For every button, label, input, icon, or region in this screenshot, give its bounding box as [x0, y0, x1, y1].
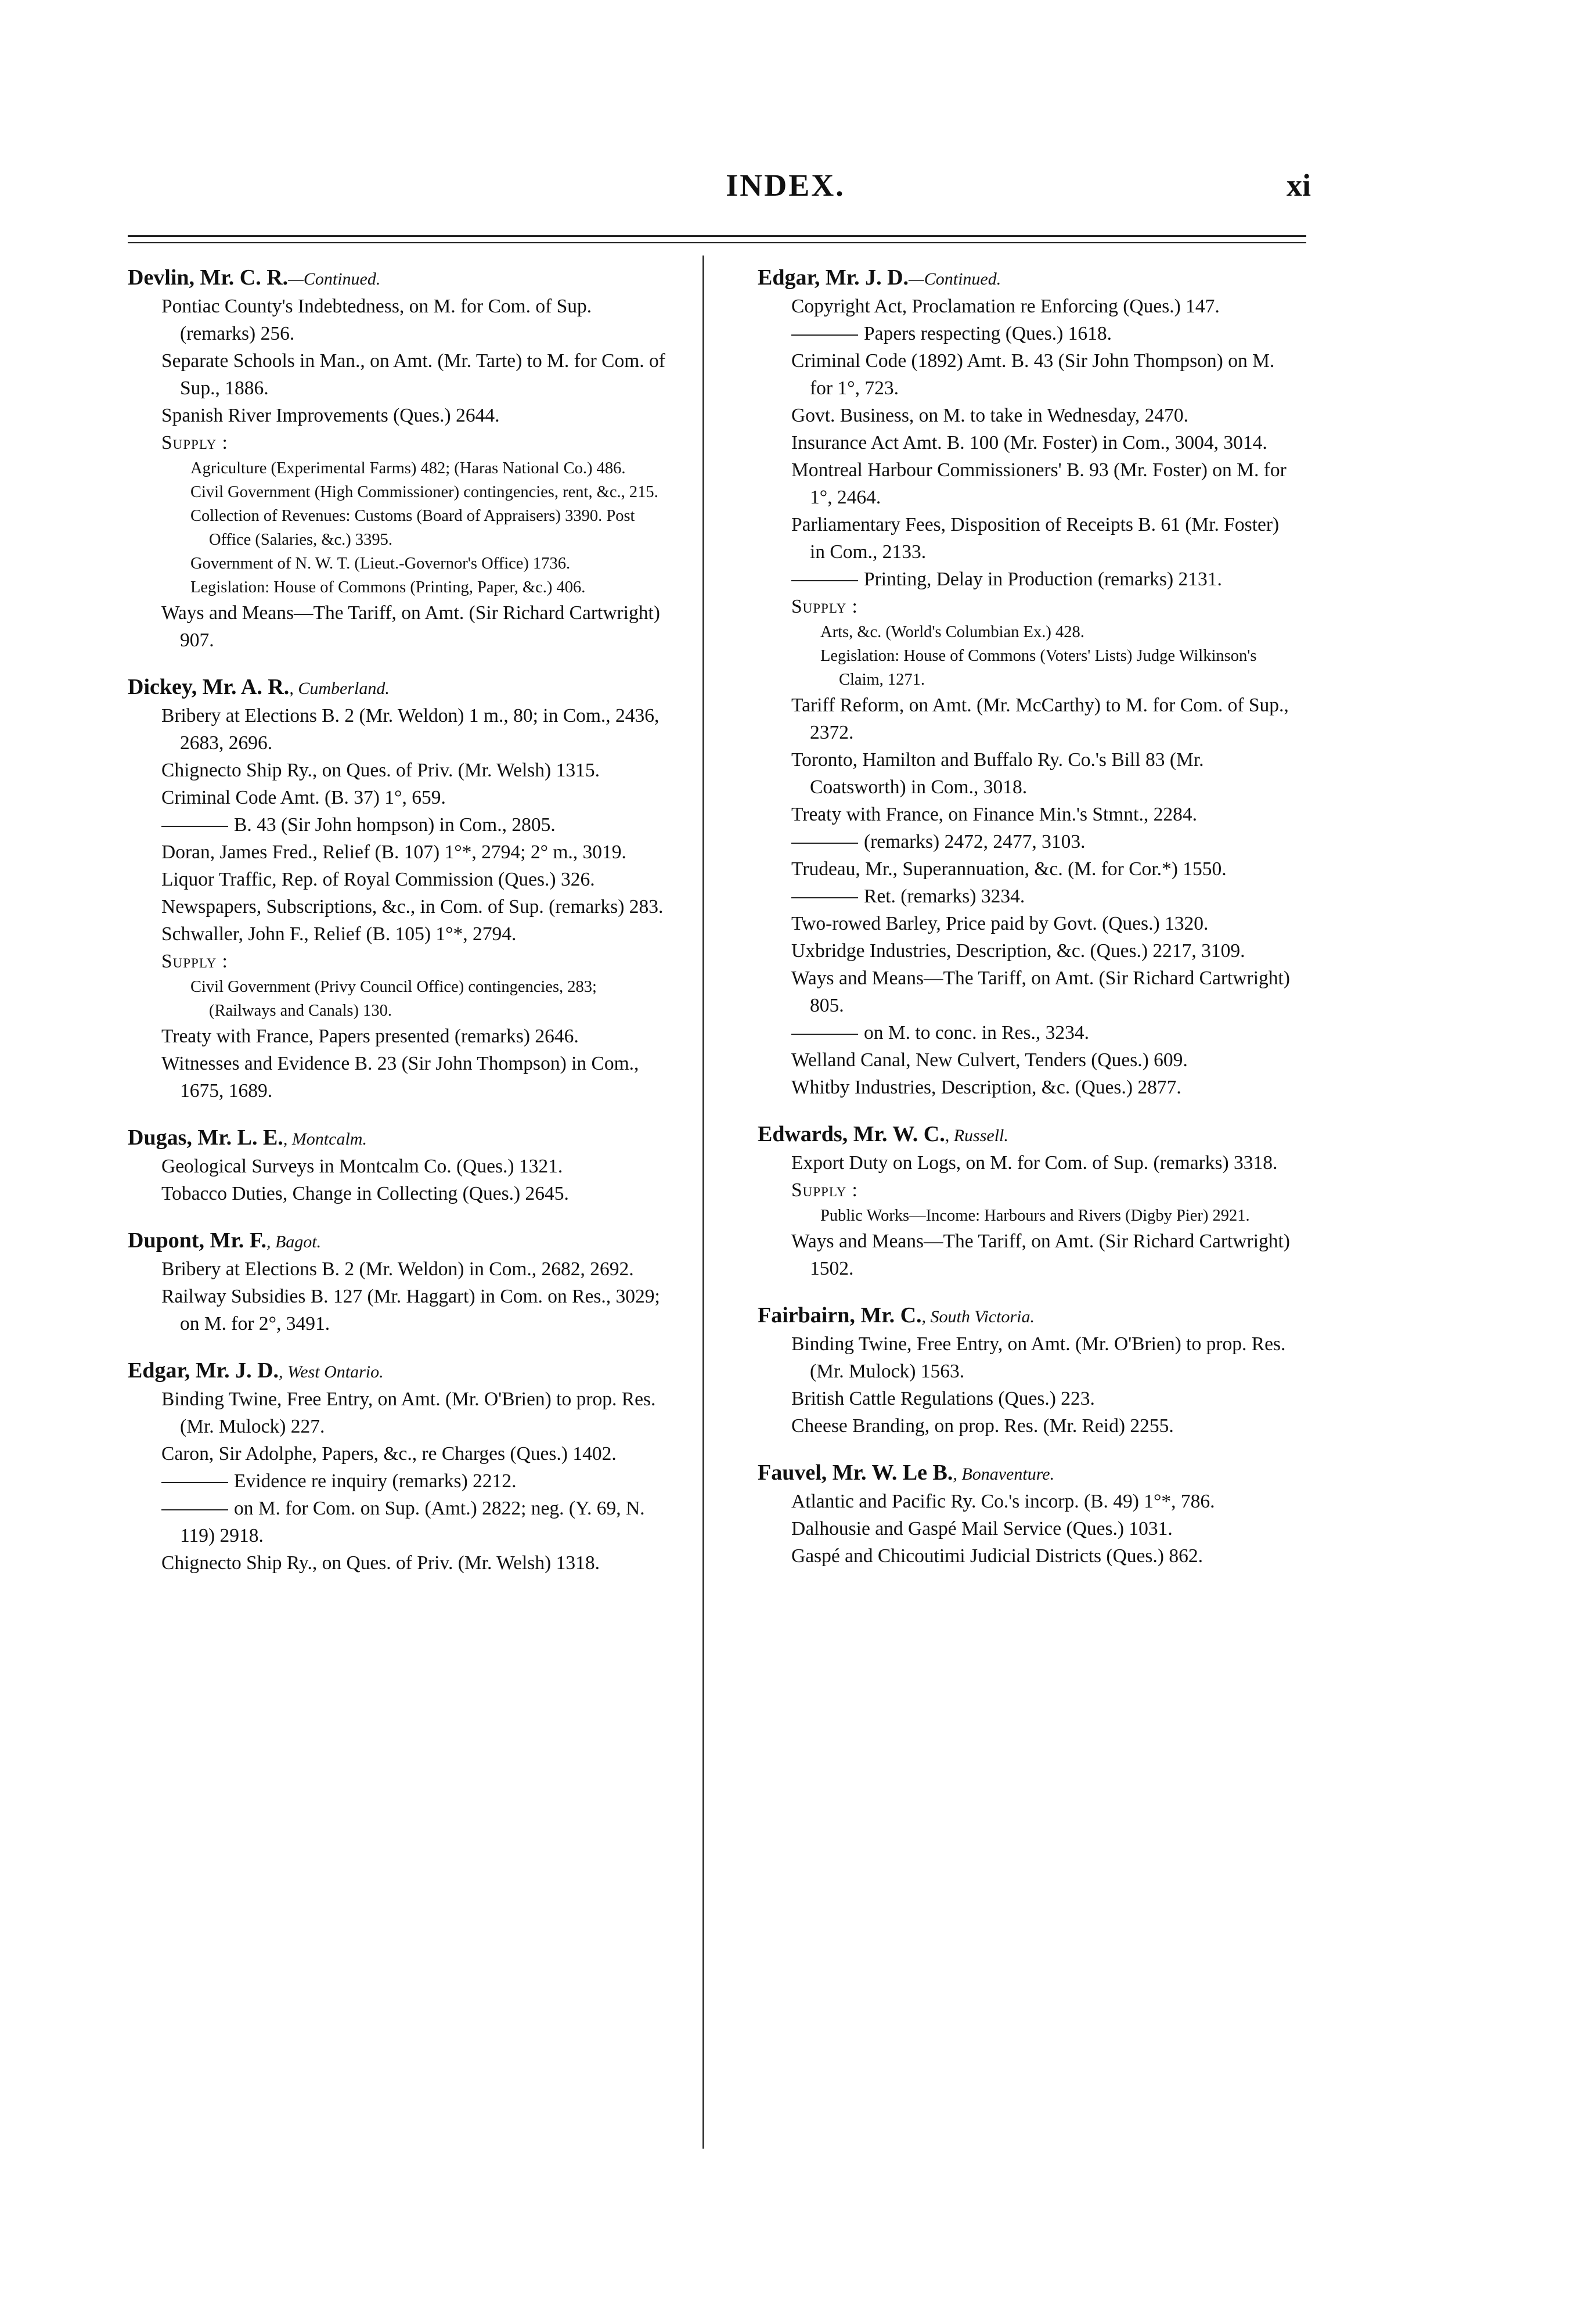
entry-text: Legislation: House of Commons (Voters' Lists) Judge Wilkinson's Claim, 1271.: [820, 647, 1257, 689]
entry-text: Tariff Reform, on Amt. (Mr. McCarthy) to M. for Com. of Sup., 2372.: [791, 695, 1289, 743]
index-entry: [128, 1227, 668, 1337]
index-item: [758, 1330, 1298, 1385]
page-title: INDEX.: [726, 168, 845, 203]
member-riding: , South Victoria.: [921, 1307, 1035, 1326]
entry-text: Separate Schools in Man., on Amt. (Mr. Tarte) to M. for Com. of Sup., 1886.: [161, 350, 665, 399]
entry-text: Civil Government (Privy Council Office) contingencies, 283; (Railways and Canals) 130.: [190, 978, 597, 1020]
entry-text: Criminal Code (1892) Amt. B. 43 (Sir John Thompson) on M. for 1°, 723.: [791, 350, 1275, 399]
supply-subitem: [128, 575, 668, 599]
index-item: [128, 1283, 668, 1337]
ditto-dash: [791, 1034, 858, 1035]
index-item: [128, 347, 668, 402]
entry-text: Bribery at Elections B. 2 (Mr. Weldon) in Com., 2682, 2692.: [161, 1258, 634, 1280]
index-subentry: [128, 811, 668, 839]
supply-subitem: [758, 644, 1298, 692]
index-item: [758, 965, 1298, 1019]
index-item: [128, 893, 668, 920]
index-entry: [758, 1302, 1298, 1440]
member-name: Edgar, Mr. J. D.: [758, 265, 909, 290]
member-name: Fauvel, Mr. W. Le B.: [758, 1460, 953, 1485]
index-item: [758, 910, 1298, 937]
ditto-dash: [791, 334, 858, 336]
entry-text: Newspapers, Subscriptions, &c., in Com. of Sup. (remarks) 283.: [161, 896, 664, 918]
entry-text: Gaspé and Chicoutimi Judicial Districts (Ques.) 862.: [791, 1545, 1203, 1567]
left-column: [128, 264, 668, 1596]
index-entry: [128, 1357, 668, 1577]
entry-text: Treaty with France, Papers presented (remarks) 2646.: [161, 1026, 579, 1047]
member-name: Fairbairn, Mr. C.: [758, 1303, 922, 1328]
entry-text: Whitby Industries, Description, &c. (Ques.) 2877.: [791, 1077, 1181, 1098]
member-riding: , Russell.: [945, 1126, 1008, 1145]
entry-text: Toronto, Hamilton and Buffalo Ry. Co.'s Bill 83 (Mr. Coatsworth) in Com., 3018.: [791, 749, 1204, 798]
index-item: [758, 347, 1298, 402]
header-rule-top: [128, 235, 1306, 237]
supply-subitem: [758, 620, 1298, 644]
entry-text: Collection of Revenues: Customs (Board of Appraisers) 3390. Post Office (Salaries, &c.) 3395.: [190, 507, 635, 549]
column-divider: [702, 256, 704, 2149]
index-item: [758, 1046, 1298, 1074]
index-subentry: [758, 828, 1298, 855]
entry-text: Chignecto Ship Ry., on Ques. of Priv. (Mr. Welsh) 1318.: [161, 1552, 600, 1574]
index-item: [758, 1515, 1298, 1542]
entry-text: Agriculture (Experimental Farms) 482; (Haras National Co.) 486.: [190, 459, 626, 477]
index-item: [758, 511, 1298, 566]
index-item: [128, 1180, 668, 1207]
entry-heading: [758, 1121, 1298, 1149]
entry-text: Schwaller, John F., Relief (B. 105) 1°*, 2794.: [161, 923, 517, 945]
member-riding: , Montcalm.: [283, 1129, 367, 1149]
entry-text: on M. for Com. on Sup. (Amt.) 2822; neg. (Y. 69, N. 119) 2918.: [180, 1498, 645, 1546]
entry-text: Railway Subsidies B. 127 (Mr. Haggart) in Com. on Res., 3029; on M. for 2°, 3491.: [161, 1286, 660, 1334]
index-item: [128, 839, 668, 866]
index-subentry: [758, 566, 1298, 593]
member-riding: , Cumberland.: [289, 679, 390, 698]
entry-text: Treaty with France, on Finance Min.'s Stmnt., 2284.: [791, 804, 1197, 825]
entry-text: Caron, Sir Adolphe, Papers, &c., re Charges (Ques.) 1402.: [161, 1443, 617, 1465]
entry-text: Spanish River Improvements (Ques.) 2644.: [161, 405, 500, 426]
index-subentry: [758, 883, 1298, 910]
entry-text: Legislation: House of Commons (Printing, Paper, &c.) 406.: [190, 578, 586, 596]
index-entry: [758, 1459, 1298, 1570]
member-name: Dickey, Mr. A. R.: [128, 675, 290, 699]
entry-heading: [758, 264, 1298, 293]
entry-heading: [128, 1357, 668, 1386]
entry-text: Supply :: [161, 951, 228, 972]
supply-heading: [758, 1177, 1298, 1204]
index-entry: [128, 264, 668, 654]
index-item: [758, 937, 1298, 965]
index-item: [758, 1074, 1298, 1101]
index-item: [758, 1149, 1298, 1177]
entry-text: Tobacco Duties, Change in Collecting (Ques.) 2645.: [161, 1183, 569, 1204]
entry-text: Evidence re inquiry (remarks) 2212.: [234, 1470, 517, 1492]
entry-text: Export Duty on Logs, on M. for Com. of Sup. (remarks) 3318.: [791, 1152, 1278, 1174]
member-riding: —Continued.: [909, 269, 1001, 289]
ditto-dash: [791, 580, 858, 581]
entry-text: Chignecto Ship Ry., on Ques. of Priv. (Mr. Welsh) 1315.: [161, 760, 600, 781]
index-item: [758, 402, 1298, 429]
index-entry: [128, 1124, 668, 1207]
entry-heading: [128, 264, 668, 293]
supply-heading: [128, 948, 668, 975]
entry-text: Pontiac County's Indebtedness, on M. for Com. of Sup. (remarks) 256.: [161, 296, 592, 344]
entry-text: Welland Canal, New Culvert, Tenders (Ques.) 609.: [791, 1049, 1188, 1071]
member-name: Edgar, Mr. J. D.: [128, 1358, 279, 1383]
index-item: [128, 1153, 668, 1180]
entry-text: Civil Government (High Commissioner) contingencies, rent, &c., 215.: [190, 483, 658, 501]
entry-heading: [128, 1124, 668, 1153]
entry-text: Arts, &c. (World's Columbian Ex.) 428.: [820, 623, 1084, 641]
index-item: [758, 746, 1298, 801]
index-item: [128, 1440, 668, 1467]
entry-text: Criminal Code Amt. (B. 37) 1°, 659.: [161, 787, 446, 808]
page-header: [0, 167, 1571, 214]
index-item: [128, 1255, 668, 1283]
entry-text: Public Works—Income: Harbours and Rivers (Digby Pier) 2921.: [820, 1207, 1250, 1225]
entry-text: Supply :: [791, 596, 858, 617]
ditto-dash: [791, 843, 858, 844]
entry-text: Supply :: [161, 432, 228, 454]
member-name: Devlin, Mr. C. R.: [128, 265, 289, 290]
entry-text: Govt. Business, on M. to take in Wednesday, 2470.: [791, 405, 1189, 426]
member-name: Dupont, Mr. F.: [128, 1228, 266, 1253]
index-item: [128, 784, 668, 811]
index-item: [758, 1228, 1298, 1282]
entry-text: Ways and Means—The Tariff, on Amt. (Sir Richard Cartwright) 907.: [161, 602, 660, 651]
entry-text: Cheese Branding, on prop. Res. (Mr. Reid) 2255.: [791, 1415, 1174, 1437]
entry-heading: [128, 1227, 668, 1255]
supply-subitem: [128, 456, 668, 480]
index-item: [128, 599, 668, 654]
supply-subitem: [128, 975, 668, 1023]
index-item: [758, 801, 1298, 828]
supply-subitem: [128, 480, 668, 504]
entry-text: Printing, Delay in Production (remarks) 2131.: [864, 569, 1222, 590]
ditto-dash: [791, 897, 858, 898]
entry-text: Witnesses and Evidence B. 23 (Sir John Thompson) in Com., 1675, 1689.: [161, 1053, 639, 1102]
right-column: [758, 264, 1298, 1589]
entry-text: Doran, James Fred., Relief (B. 107) 1°*, 2794; 2° m., 3019.: [161, 841, 626, 863]
member-name: Edwards, Mr. W. C.: [758, 1122, 945, 1146]
index-subentry: [128, 1495, 668, 1549]
index-subentry: [758, 320, 1298, 347]
index-item: [128, 1549, 668, 1577]
index-entry: [758, 1121, 1298, 1282]
entry-heading: [758, 1459, 1298, 1488]
index-subentry: [758, 1019, 1298, 1046]
index-item: [758, 1385, 1298, 1412]
entry-text: Atlantic and Pacific Ry. Co.'s incorp. (B. 49) 1°*, 786.: [791, 1491, 1215, 1512]
index-item: [758, 1542, 1298, 1570]
member-riding: , West Ontario.: [279, 1362, 384, 1382]
entry-text: Ret. (remarks) 3234.: [864, 886, 1025, 907]
index-item: [758, 1488, 1298, 1515]
index-item: [128, 757, 668, 784]
entry-text: Bribery at Elections B. 2 (Mr. Weldon) 1 m., 80; in Com., 2436, 2683, 2696.: [161, 705, 660, 754]
entry-text: Geological Surveys in Montcalm Co. (Ques.) 1321.: [161, 1156, 563, 1177]
index-item: [758, 456, 1298, 511]
entry-text: Parliamentary Fees, Disposition of Receipts B. 61 (Mr. Foster) in Com., 2133.: [791, 514, 1280, 563]
member-riding: , Bagot.: [266, 1232, 322, 1251]
ditto-dash: [161, 1509, 228, 1510]
entry-heading: [128, 674, 668, 702]
member-name: Dugas, Mr. L. E.: [128, 1125, 283, 1150]
index-item: [758, 1412, 1298, 1440]
supply-subitem: [128, 504, 668, 552]
entry-text: Trudeau, Mr., Superannuation, &c. (M. for Cor.*) 1550.: [791, 858, 1227, 880]
entry-text: Liquor Traffic, Rep. of Royal Commission (Ques.) 326.: [161, 869, 595, 890]
index-item: [128, 402, 668, 429]
entry-text: Supply :: [791, 1179, 858, 1201]
ditto-dash: [161, 1482, 228, 1483]
index-item: [128, 1050, 668, 1105]
supply-heading: [128, 429, 668, 456]
header-rule-bottom: [128, 242, 1306, 243]
entry-text: Uxbridge Industries, Description, &c. (Ques.) 2217, 3109.: [791, 940, 1245, 962]
entry-text: Montreal Harbour Commissioners' B. 93 (Mr. Foster) on M. for 1°, 2464.: [791, 459, 1287, 508]
index-item: [128, 1386, 668, 1440]
index-entry: [758, 264, 1298, 1101]
member-riding: —Continued.: [288, 269, 381, 289]
entry-text: Ways and Means—The Tariff, on Amt. (Sir Richard Cartwright) 1502.: [791, 1231, 1290, 1279]
member-riding: , Bonaventure.: [953, 1465, 1055, 1484]
entry-text: Two-rowed Barley, Price paid by Govt. (Ques.) 1320.: [791, 913, 1209, 934]
index-item: [758, 855, 1298, 883]
index-subentry: [128, 1467, 668, 1495]
supply-subitem: [128, 552, 668, 575]
entry-text: B. 43 (Sir John hompson) in Com., 2805.: [234, 814, 556, 836]
supply-heading: [758, 593, 1298, 620]
entry-text: Papers respecting (Ques.) 1618.: [864, 323, 1112, 344]
supply-subitem: [758, 1204, 1298, 1228]
index-item: [128, 702, 668, 757]
entry-text: British Cattle Regulations (Ques.) 223.: [791, 1388, 1095, 1409]
entry-text: Binding Twine, Free Entry, on Amt. (Mr. O'Brien) to prop. Res. (Mr. Mulock) 1563.: [791, 1333, 1286, 1382]
index-item: [758, 293, 1298, 320]
index-item: [128, 866, 668, 893]
index-item: [758, 692, 1298, 746]
index-entry: [128, 674, 668, 1105]
index-item: [128, 293, 668, 347]
index-item: [128, 920, 668, 948]
entry-heading: [758, 1302, 1298, 1330]
page-number: xi: [1286, 168, 1311, 203]
entry-text: on M. to conc. in Res., 3234.: [864, 1022, 1090, 1044]
index-item: [128, 1023, 668, 1050]
entry-text: Ways and Means—The Tariff, on Amt. (Sir Richard Cartwright) 805.: [791, 967, 1290, 1016]
entry-text: Copyright Act, Proclamation re Enforcing (Ques.) 147.: [791, 296, 1220, 317]
entry-text: Government of N. W. T. (Lieut.-Governor's Office) 1736.: [190, 555, 571, 573]
index-item: [758, 429, 1298, 456]
entry-text: Binding Twine, Free Entry, on Amt. (Mr. O'Brien) to prop. Res. (Mr. Mulock) 227.: [161, 1388, 656, 1437]
entry-text: (remarks) 2472, 2477, 3103.: [864, 831, 1086, 852]
entry-text: Insurance Act Amt. B. 100 (Mr. Foster) in Com., 3004, 3014.: [791, 432, 1267, 454]
entry-text: Dalhousie and Gaspé Mail Service (Ques.) 1031.: [791, 1518, 1173, 1539]
ditto-dash: [161, 826, 228, 827]
